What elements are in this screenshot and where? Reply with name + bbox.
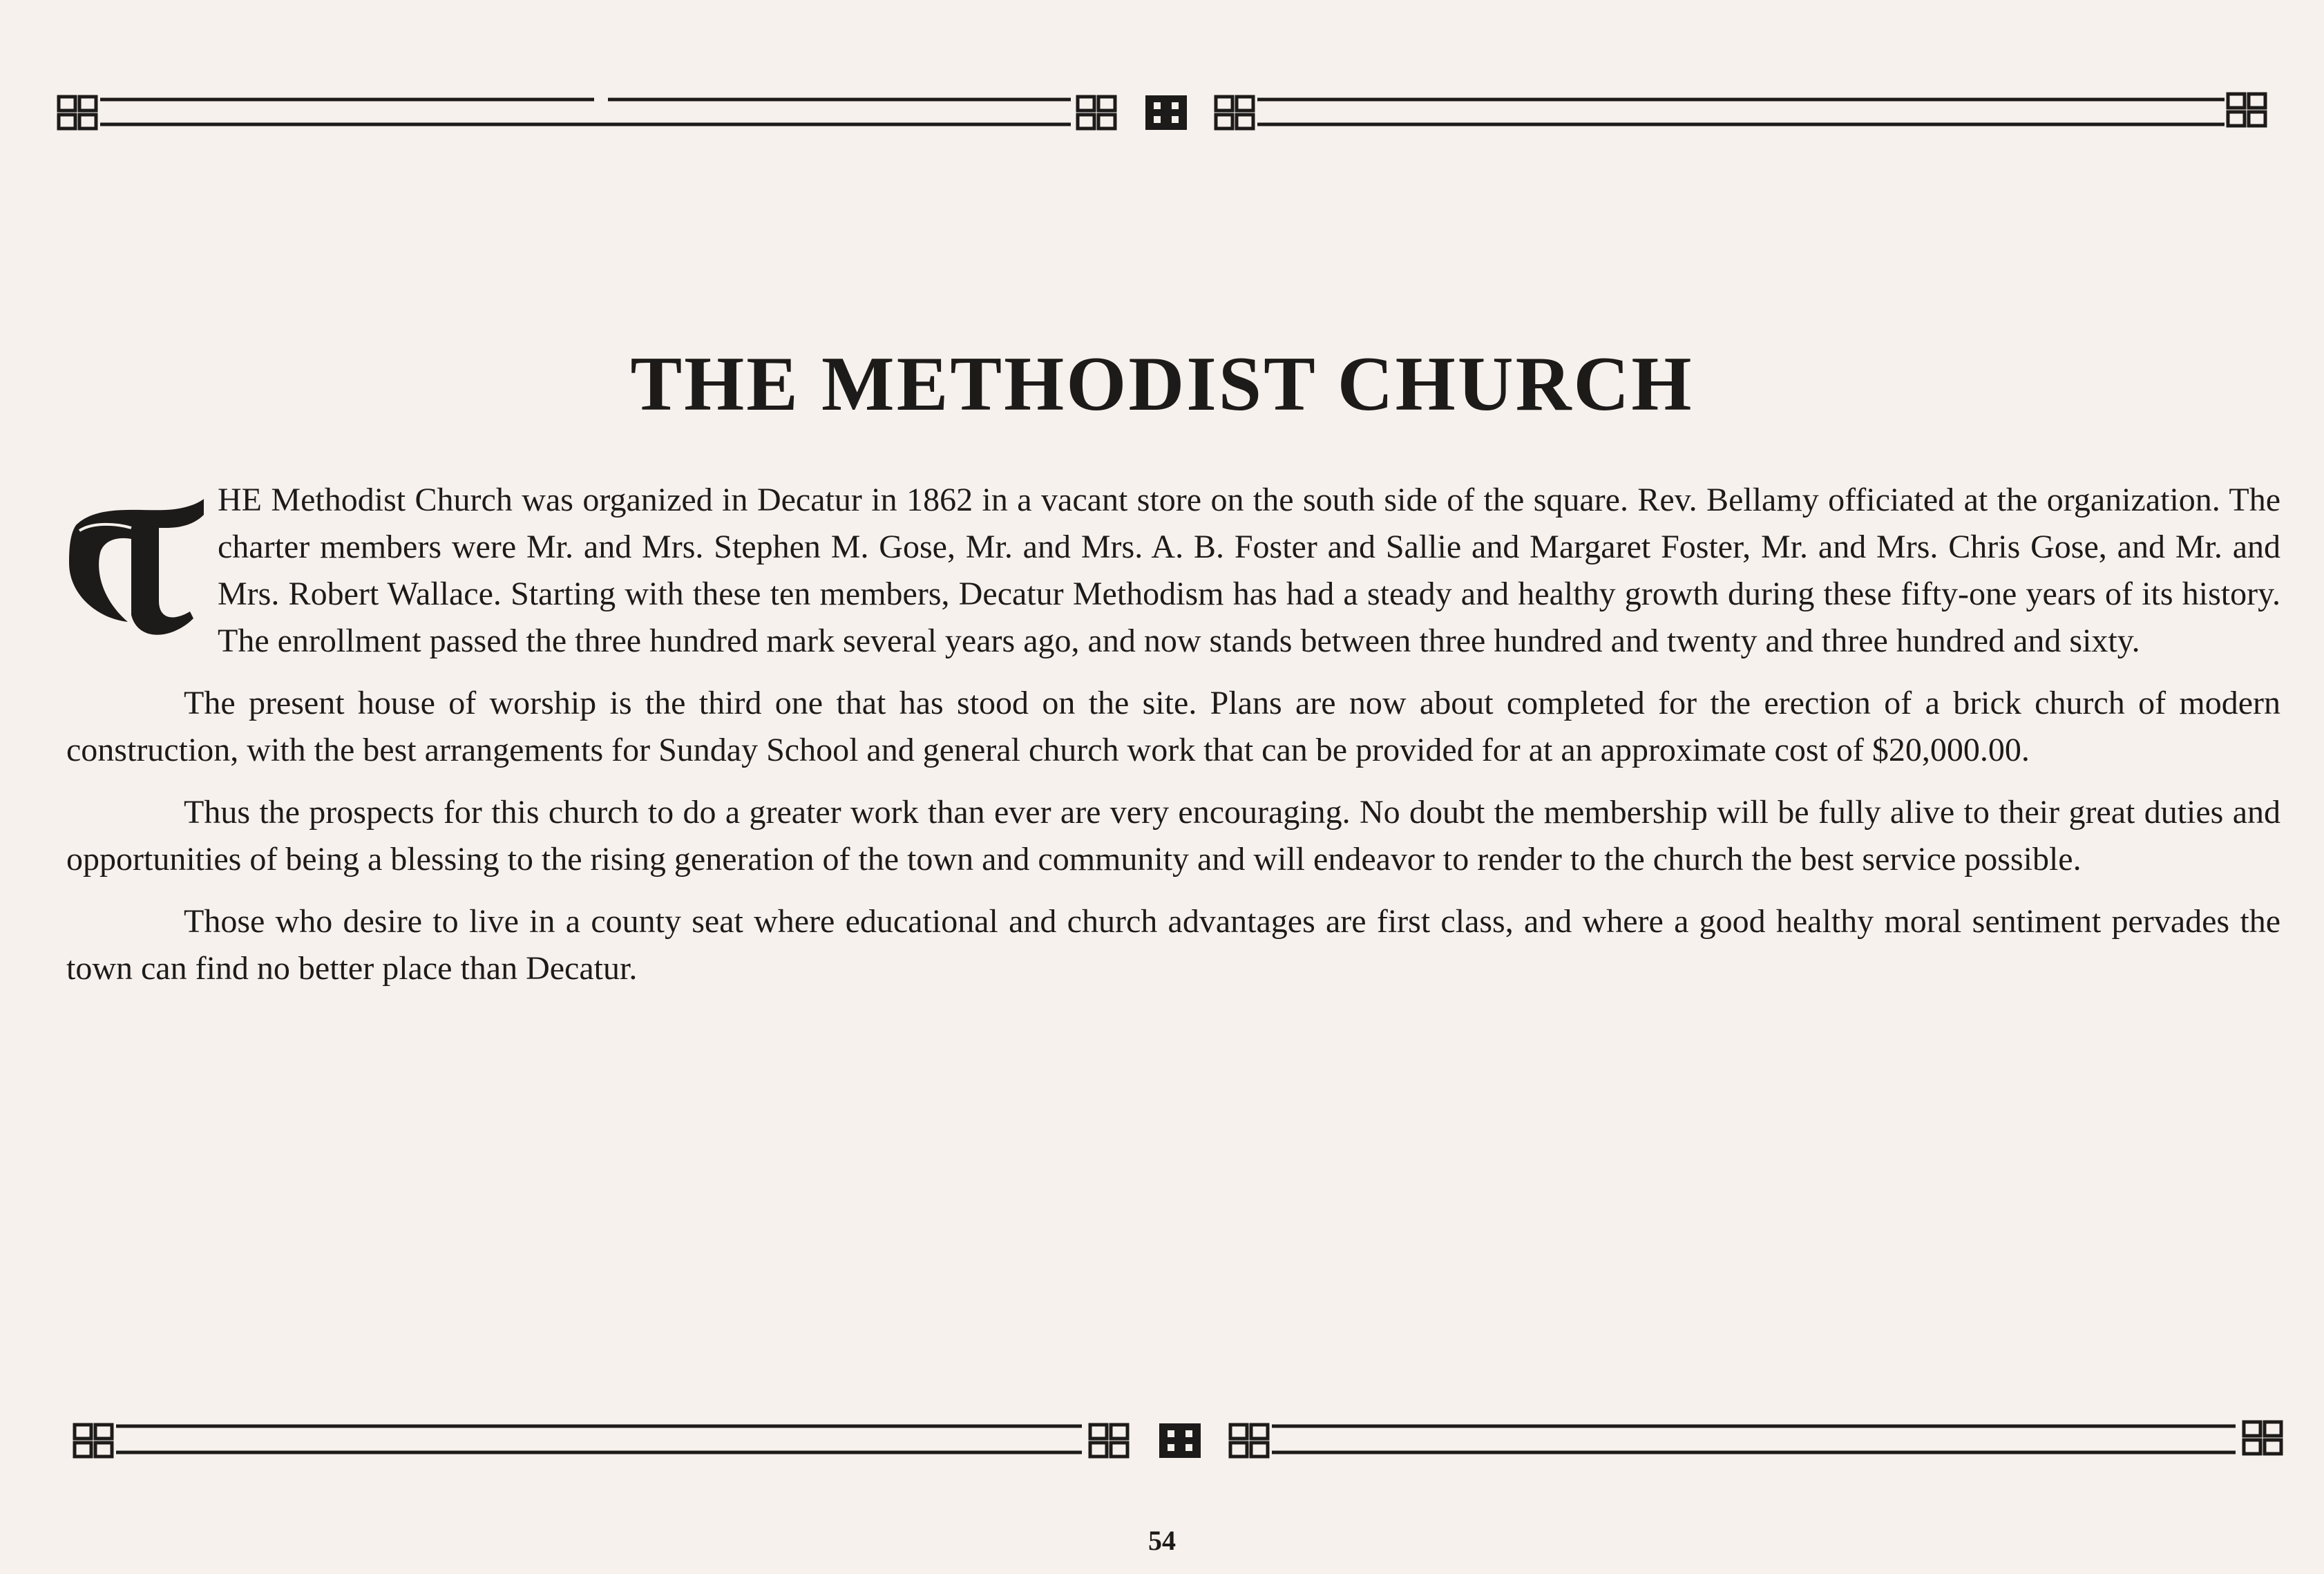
- paragraph-3: Thus the prospects for this church to do a greater work than ever are very encouraging. No doubt the membership will be fully alive to their great duties and opportunities of being a blessing to the rising generation of the town and community and will endeavor to render to the church the best service possible.: [66, 794, 2280, 878]
- top-ornamental-border: [55, 82, 2280, 144]
- paragraph-4: Those who desire to live in a county seat where educational and church advantages are first class, and where a good healthy moral sentiment pervades the town can find no better place than Decatur.: [66, 903, 2280, 987]
- article-body: [66, 477, 2280, 1007]
- paragraph-1: [66, 477, 2280, 665]
- page-title: THE METHODIST CHURCH: [630, 341, 1694, 427]
- paragraph-2: The present house of worship is the third one that has stood on the site. Plans are now about completed for the erection of a brick church of modern construction, with the best arrangements for Sunday School and general church work that can be provided for at an approximate cost of $20,000.00.: [66, 685, 2280, 768]
- bottom-ornamental-border: [66, 1410, 2291, 1472]
- paragraph-1-text: HE Methodist Church was organized in Decatur in 1862 in a vacant store on the south side of the square. Rev. Bellamy officiated at the organization. The charter members were Mr. and Mrs. Stephen M. Gose, Mr. and Mrs. A. B. Foster and Sallie and Margaret Foster, Mr. and Mrs. Chris Gose, and Mr. and Mrs. Robert Wallace. Starting with these ten members, Decatur Methodism has had a steady and healthy growth during these fifty-one years of its history. The enrollment passed the three hundred mark several years ago, and now stands between three hundred and twenty and three hundred and sixty.: [218, 482, 2280, 659]
- page-number: 54: [1148, 1525, 1176, 1556]
- greek-key-ornament-icon: [59, 97, 96, 129]
- dropcap-letter-t-icon: [62, 497, 211, 643]
